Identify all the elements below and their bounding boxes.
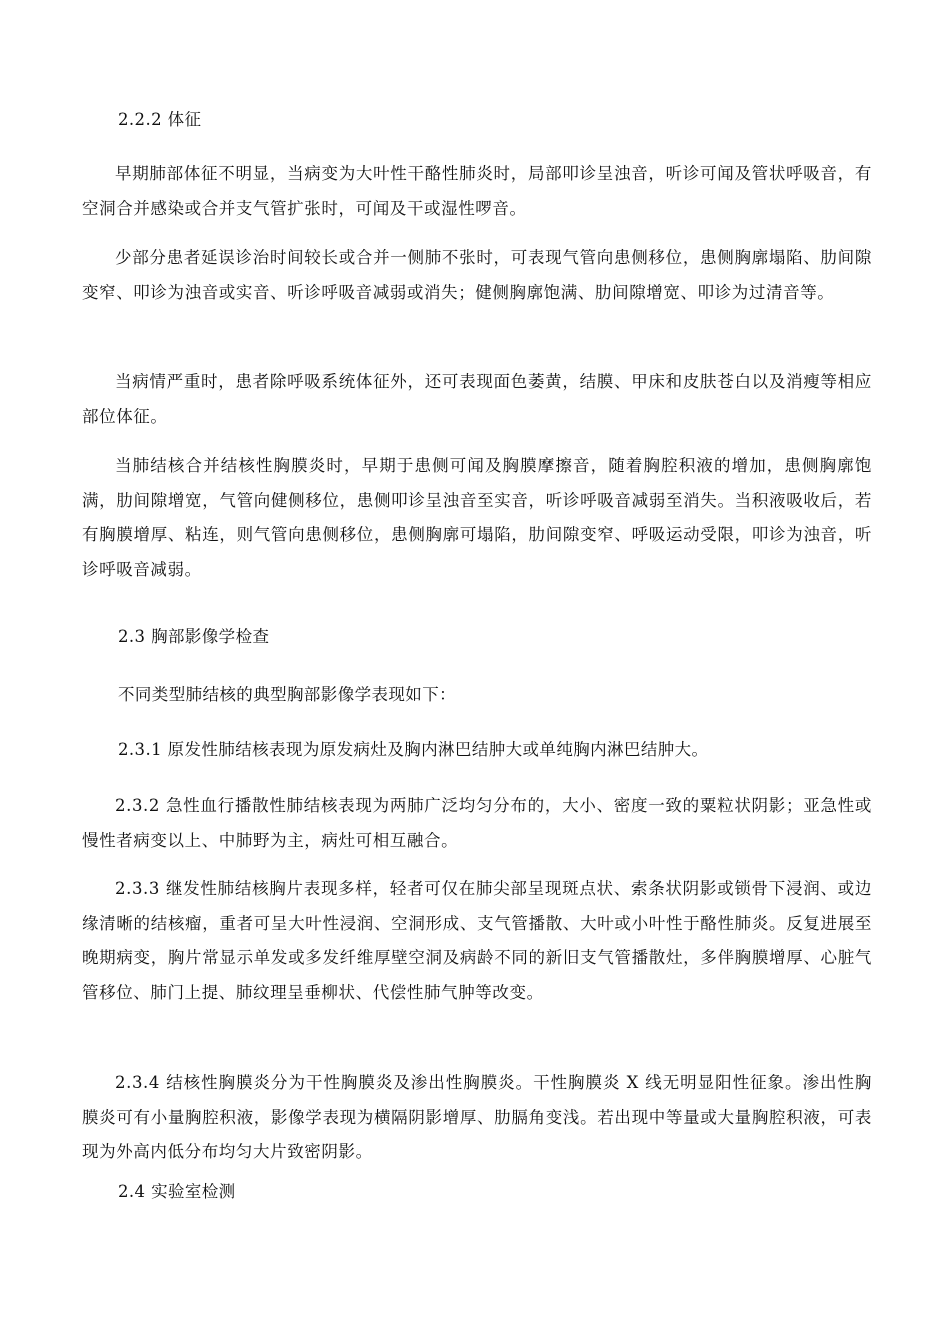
- section-heading-2-3: 2.3 胸部影像学检查: [118, 627, 270, 646]
- paragraph-atelectasis-signs: 少部分患者延误诊治时间较长或合并一侧肺不张时，可表现气管向患侧移位，患侧胸廓塌陷、肋间隙变窄、叩诊为浊音或实音、听诊呼吸音减弱或消失；健侧胸廓饱满、肋间隙增宽、叩诊为过清音等。: [82, 248, 872, 302]
- item-2-3-3: 2.3.3 继发性肺结核胸片表现多样，轻者可仅在肺尖部呈现斑点状、索条状阴影或锁骨下浸润、或边缘清晰的结核瘤，重者可呈大叶性浸润、空洞形成、支气管播散、大叶或小叶性于酪性肺炎。反复进展至晚期病变，胸片常显示单发或多发纤维厚壁空洞及病龄不同的新旧支气管播散灶，多伴胸膜增厚、心脏气管移位、肺门上提、肺纹理呈垂柳状、代偿性肺气肿等改变。: [82, 879, 872, 1002]
- paragraph-severe-signs: 当病情严重时，患者除呼吸系统体征外，还可表现面色萎黄，结膜、甲床和皮肤苍白以及消瘦等相应部位体征。: [82, 372, 872, 426]
- item-2-3-2: 2.3.2 急性血行播散性肺结核表现为两肺广泛均匀分布的，大小、密度一致的粟粒状阴影；亚急性或慢性者病变以上、中肺野为主，病灶可相互融合。: [82, 796, 872, 850]
- item-2-3-1: 2.3.1 原发性肺结核表现为原发病灶及胸内淋巴结肿大或单纯胸内淋巴结肿大。: [118, 740, 709, 759]
- section-heading-2-4: 2.4 实验室检测: [118, 1182, 236, 1201]
- paragraph-early-signs: 早期肺部体征不明显，当病变为大叶性干酪性肺炎时，局部叩诊呈浊音，听诊可闻及管状呼吸音，有空洞合并感染或合并支气管扩张时，可闻及干或湿性啰音。: [82, 164, 872, 218]
- paragraph-imaging-intro: 不同类型肺结核的典型胸部影像学表现如下：: [118, 685, 456, 704]
- section-heading-2-2-2: 2.2.2 体征: [118, 110, 202, 129]
- paragraph-pleuritis-signs: 当肺结核合并结核性胸膜炎时，早期于患侧可闻及胸膜摩擦音，随着胸腔积液的增加，患侧胸廓饱满，肋间隙增宽，气管向健侧移位，患侧叩诊呈浊音至实音，听诊呼吸音减弱至消失。当积液吸收后，若有胸膜增厚、粘连，则气管向患侧移位，患侧胸廓可塌陷，肋间隙变窄、呼吸运动受限，叩诊为浊音，听诊呼吸音减弱。: [82, 456, 872, 579]
- item-2-3-4: 2.3.4 结核性胸膜炎分为干性胸膜炎及渗出性胸膜炎。干性胸膜炎 X 线无明显阳性征象。渗出性胸膜炎可有小量胸腔积液，影像学表现为横隔阴影增厚、肋膈角变浅。若出现中等量或大量胸腔积液，可表现为外高内低分布均匀大片致密阴影。: [82, 1073, 872, 1161]
